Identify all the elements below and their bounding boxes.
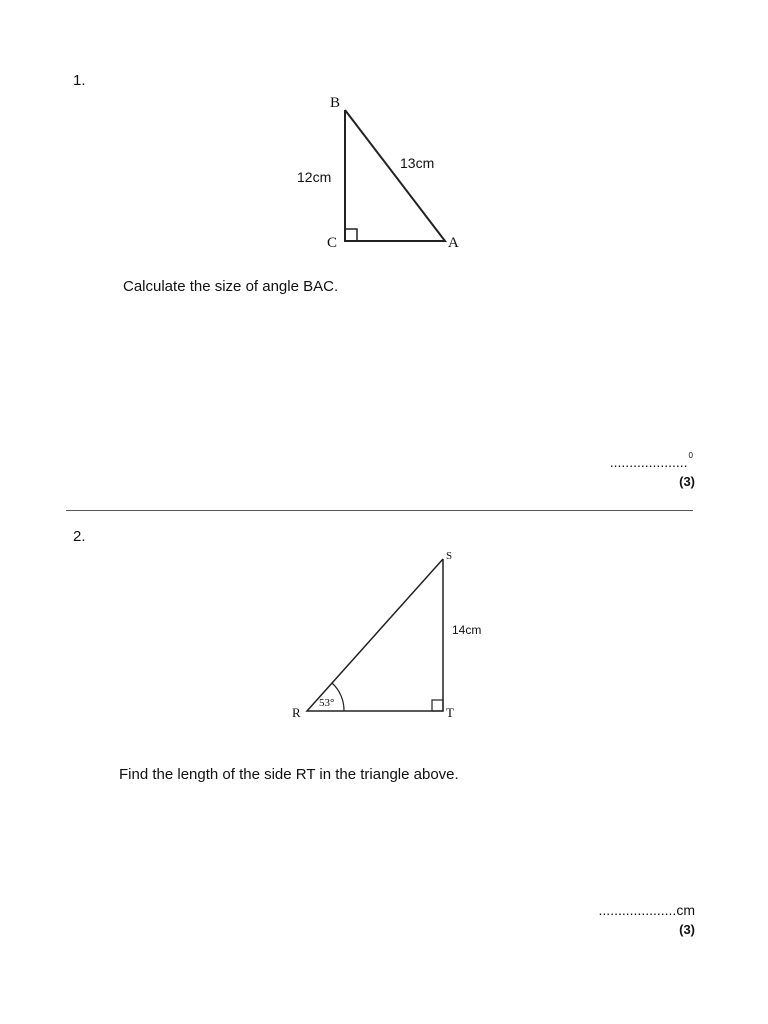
triangle-abc-outline [345,110,445,241]
right-angle-marker-t [432,700,443,711]
vertex-s-label: S [446,550,453,562]
question-1-prompt: Calculate the size of angle BAC. [123,278,339,295]
triangle-rst-outline [307,559,443,711]
vertex-b-label: B [330,95,341,111]
question-divider [66,510,693,511]
side-bc-length-label: 12cm [297,169,332,185]
question-2-marks: (3) [679,922,695,937]
question-1-answer-line [609,451,693,470]
vertex-r-label: R [292,705,301,720]
question-2-answer-line [599,902,695,918]
question-2-answer-dots: .................... [598,902,677,918]
triangle-rst-figure [280,543,490,725]
vertex-t-label: T [446,705,454,720]
triangle-abc-figure [290,86,490,256]
question-1-marks: (3) [679,474,695,489]
question-1-number: 1. [73,72,86,89]
vertex-a-label: A [448,235,459,251]
vertex-c-label: C [327,235,338,251]
question-1-answer-dots: .................... [609,454,688,470]
right-angle-marker-c [345,229,357,241]
cm-unit-label: cm [676,902,695,918]
question-2-prompt: Find the length of the side RT in the triangle above. [119,766,459,783]
angle-r-label: 53° [319,697,335,709]
degree-unit-marker: 0 [688,451,693,460]
question-2-number: 2. [73,528,86,545]
side-ba-length-label: 13cm [400,155,435,171]
side-st-length-label: 14cm [452,623,482,637]
